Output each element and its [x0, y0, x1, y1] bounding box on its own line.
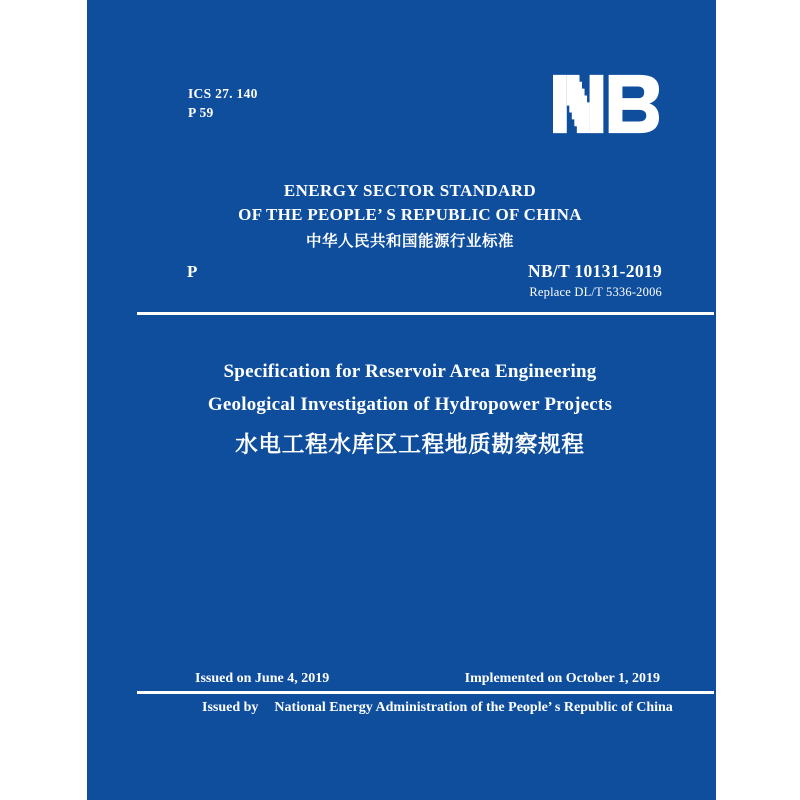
- divider-top: [137, 312, 714, 315]
- divider-bottom: [137, 691, 714, 694]
- issuer-row: [202, 700, 673, 716]
- title-zh: 水电工程水库区工程地质勘察规程: [235, 432, 585, 457]
- header-standard-en-line2: OF THE PEOPLE’ S REPUBLIC OF CHINA: [238, 205, 582, 224]
- implemented-date: Implemented on October 1, 2019: [464, 671, 660, 686]
- issued-by-label: Issued by: [202, 700, 259, 715]
- ics-code: ICS 27. 140: [188, 86, 258, 101]
- standard-cover: [87, 0, 716, 800]
- standard-number: NB/T 10131-2019: [528, 261, 662, 281]
- ics-classification: [188, 84, 258, 122]
- header-standard-zh: 中华人民共和国能源行业标准: [305, 233, 514, 250]
- header-standard-en-line1: ENERGY SECTOR STANDARD: [283, 181, 537, 200]
- issuing-authority: National Energy Administration of the People’ s Republic of China: [274, 700, 673, 715]
- title-en-line1: Specification for Reservoir Area Engineering: [223, 361, 597, 382]
- nb-logo-icon: [553, 74, 659, 134]
- nb-logo: [553, 74, 659, 134]
- standard-designation: [528, 261, 662, 300]
- replaced-standard: Replace DL/T 5336-2006: [529, 285, 662, 299]
- title-en-line2: Geological Investigation of Hydropower Projects: [207, 394, 613, 415]
- doc-class-code: P 59: [188, 105, 214, 120]
- doc-category-label: P: [187, 262, 198, 281]
- issued-date: Issued on June 4, 2019: [195, 671, 330, 686]
